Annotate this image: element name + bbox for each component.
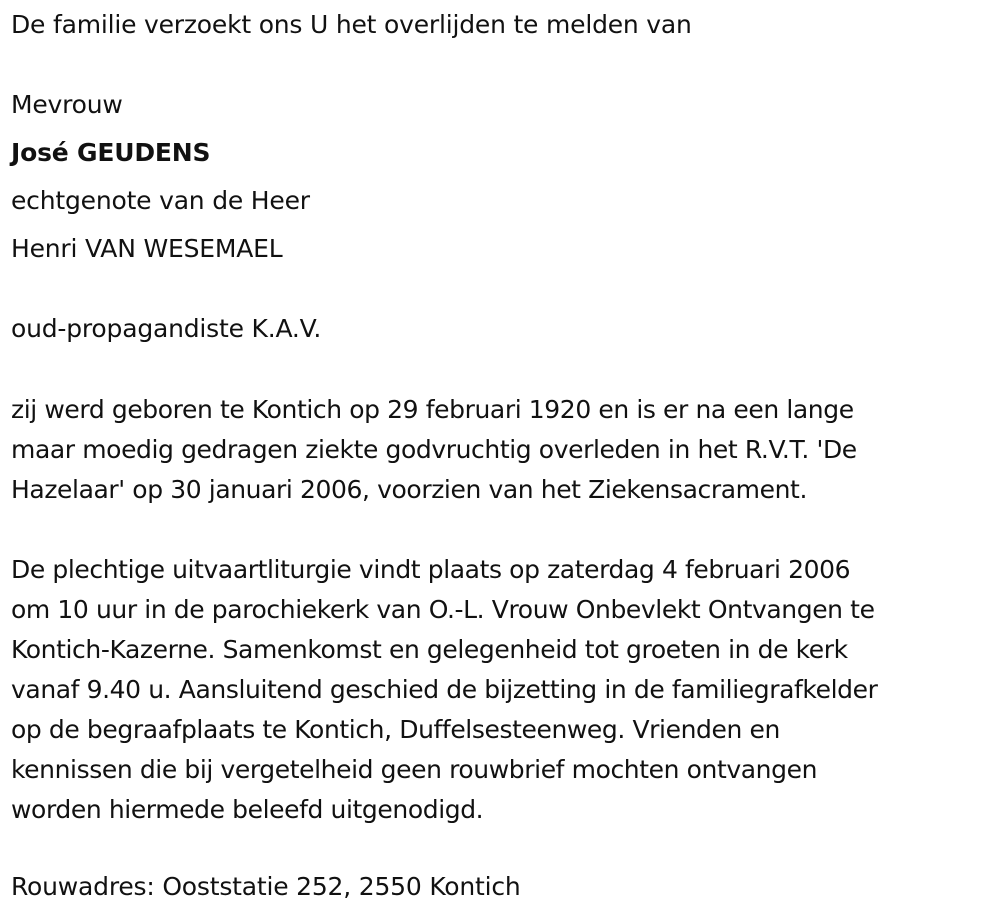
funeral-line: worden hiermede beleefd uitgenodigd. (11, 795, 484, 824)
spouse-name: Henri VAN WESEMAEL (11, 234, 283, 263)
funeral-line: op de begraafplaats te Kontich, Duffelsesteenweg. Vrienden en (11, 715, 780, 744)
funeral-line: om 10 uur in de parochiekerk van O.-L. Vrouw Onbevlekt Ontvangen te (11, 595, 875, 624)
biography-line: maar moedig gedragen ziekte godvruchtig overleden in het R.V.T. 'De (11, 435, 857, 464)
funeral-paragraph (11, 550, 996, 830)
occupation-text: oud-propagandiste K.A.V. (11, 314, 322, 343)
deceased-name: José GEUDENS (11, 138, 211, 167)
funeral-line: vanaf 9.40 u. Aansluitend geschied de bijzetting in de familiegrafkelder (11, 675, 878, 704)
biography-line: zij werd geboren te Kontich op 29 februari 1920 en is er na een lange (11, 395, 854, 424)
funeral-line: De plechtige uitvaartliturgie vindt plaats op zaterdag 4 februari 2006 (11, 555, 851, 584)
intro-text: De familie verzoekt ons U het overlijden te melden van (11, 10, 692, 39)
relation-text: echtgenote van de Heer (11, 186, 310, 215)
funeral-line: kennissen die bij vergetelheid geen rouwbrief mochten ontvangen (11, 755, 818, 784)
biography-paragraph (11, 390, 996, 510)
biography-line: Hazelaar' op 30 januari 2006, voorzien van het Ziekensacrament. (11, 475, 808, 504)
funeral-line: Kontich-Kazerne. Samenkomst en gelegenheid tot groeten in de kerk (11, 635, 848, 664)
mourning-address: Rouwadres: Ooststatie 252, 2550 Kontich (11, 872, 521, 901)
salutation: Mevrouw (11, 90, 123, 119)
